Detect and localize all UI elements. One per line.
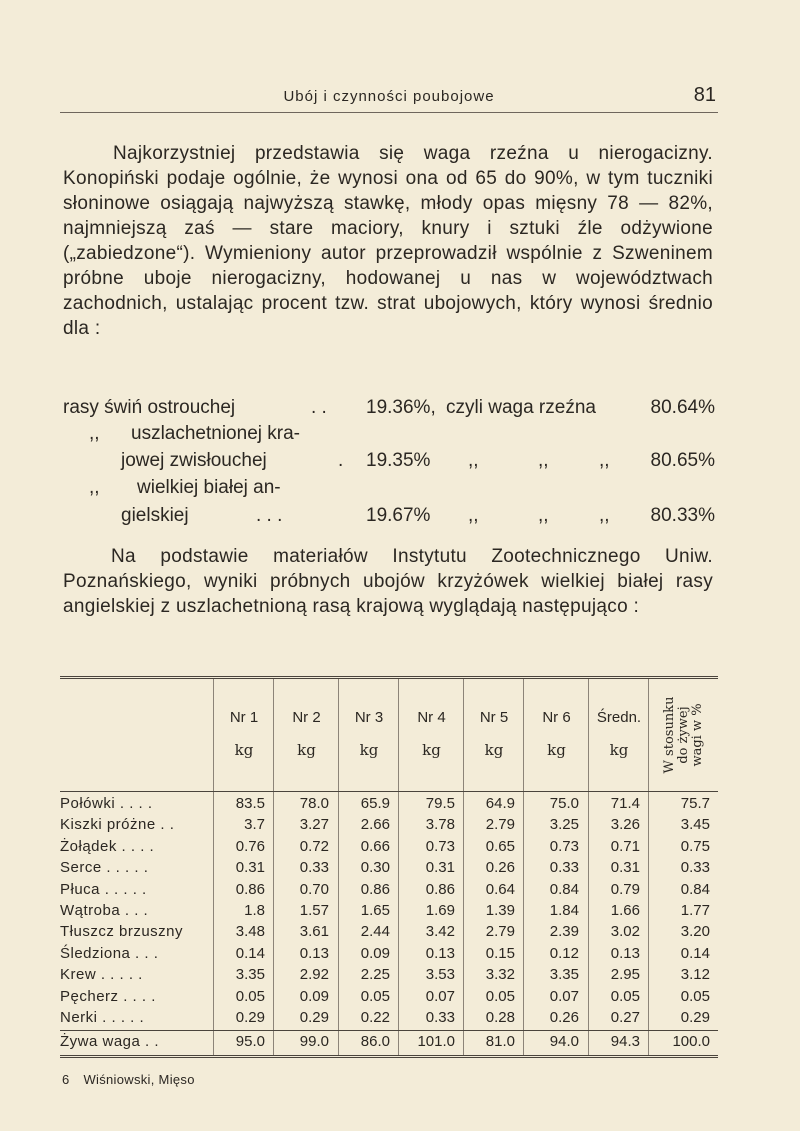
cell-nr6: 0.26 [549,1009,579,1026]
cell-nr1: 0.05 [235,987,265,1005]
column-rule [338,792,339,1030]
row-label: Kiszki próżne . . [60,816,175,834]
row-label: Połówki . . . . [60,795,153,812]
cell-nr1: 95.0 [235,1033,265,1050]
ditto-mark: ,, [468,450,479,471]
cell-percent: 0.14 [680,944,710,962]
cell-nr6: 1.84 [549,902,579,919]
cell-nr4: 0.13 [425,944,455,962]
cell-nr6: 2.39 [549,923,579,941]
cell-average: 71.4 [610,795,640,812]
cell-average: 2.95 [610,966,640,984]
column-rule [213,792,214,1030]
cell-nr5: 2.79 [485,923,515,941]
header-unit: kg [234,741,254,759]
ditto-mark: ,, [468,505,479,526]
cell-nr5: 0.15 [485,944,515,962]
cell-nr5: 2.79 [485,816,515,834]
rate-label: wielkiej białej an- [137,477,281,498]
header-unit: kg [359,741,379,759]
rate-line-angielska [63,505,715,530]
ditto-mark: ,, [599,450,610,471]
cell-average: 1.66 [610,902,640,919]
header-name: Nr 1 [229,709,259,726]
cell-nr2: 3.27 [299,816,329,834]
cell-average: 3.26 [610,816,640,834]
cell-nr2: 1.57 [299,902,329,919]
rate-text: czyli waga rzeźna [446,397,596,418]
column-rule [398,792,399,1030]
table-row [60,965,718,986]
cell-nr4: 0.31 [425,859,455,877]
cell-nr1: 1.8 [244,902,265,919]
rate-loss: 19.67% [366,505,431,526]
cell-nr1: 83.5 [235,795,265,812]
cell-nr2: 3.61 [299,923,329,941]
running-title: Ubój i czynności poubojowe [283,88,495,105]
cell-nr4: 3.53 [425,966,455,984]
cell-average: 0.31 [610,859,640,877]
cell-nr5: 64.9 [485,795,515,812]
table-row [60,880,718,901]
ditto-mark: ,, [538,450,549,471]
cell-percent: 3.12 [680,966,710,984]
cell-nr6: 0.84 [549,880,579,898]
cell-nr3: 0.66 [360,837,390,855]
cell-nr3: 0.05 [360,987,390,1005]
rate-line-zwislaucha [63,450,715,475]
cell-nr3: 65.9 [360,795,390,812]
table-row [60,1008,718,1029]
cell-nr4: 0.73 [425,837,455,855]
rate-value: 80.64% [650,397,715,418]
cell-nr4: 1.69 [425,902,455,919]
cell-nr5: 0.64 [485,880,515,898]
cell-nr3: 1.65 [360,902,390,919]
cell-nr4: 0.07 [425,987,455,1005]
table-body [60,792,718,1030]
table-row [60,922,718,943]
rate-dots: . . [311,397,327,418]
header-unit: kg [297,741,316,759]
cell-nr3: 0.22 [360,1009,390,1026]
cell-nr4: 3.42 [425,923,455,941]
cell-nr2: 0.09 [299,987,329,1005]
column-rule [588,792,589,1030]
header-unit: kg [547,741,566,759]
header-name: Średn. [596,709,642,726]
header-nr6 [523,679,589,791]
header-average [588,679,649,791]
cell-nr5: 81.0 [485,1033,515,1050]
table-total [60,1030,718,1058]
cell-percent: 0.29 [680,1009,710,1026]
column-rule [588,1031,589,1055]
table-header [60,676,718,792]
cell-nr1: 0.31 [235,859,265,877]
sheet-number: 6 [62,1072,70,1087]
row-label: Śledziona . . . [60,944,159,962]
cell-nr4: 0.33 [425,1009,455,1026]
signature-line [62,1072,205,1087]
header-name: Nr 4 [417,709,446,726]
paragraph-table-intro: Na podstawie materiałów Instytutu Zootechnicznego Uniw. Poznańskiego, wyniki próbnych ubojów krzyżówek wielkiej białej rasy angielskiej z uszlachetnioną rasą krajową wyglądają następująco : [63,546,713,617]
column-rule [338,1031,339,1055]
cell-nr5: 0.65 [485,837,515,855]
rate-label: jowej zwisłouchej [121,450,267,471]
cell-nr1: 0.29 [235,1009,265,1026]
cell-nr5: 0.26 [485,859,515,877]
page-number: 81 [693,84,716,106]
cell-nr6: 3.35 [549,966,579,984]
header-unit: kg [609,741,629,759]
cell-percent: 0.84 [680,880,710,898]
ditto-mark: ,, [89,477,100,498]
cell-nr3: 2.44 [360,923,390,941]
column-rule [463,1031,464,1055]
cell-nr1: 0.86 [235,880,265,898]
row-label: Wątroba . . . [60,902,149,919]
rate-loss: 19.35% [366,450,431,471]
table-row [60,901,718,922]
rate-line-ostroucha [63,397,715,422]
cell-average: 0.05 [610,987,640,1005]
header-percent-text [663,697,705,774]
table-row-total [60,1032,718,1053]
row-label: Żywa waga . . [60,1033,160,1050]
cell-nr2: 0.72 [299,837,329,855]
header-nr3 [338,679,399,791]
header-unit: kg [422,741,441,759]
row-label: Płuca . . . . . [60,880,147,898]
rate-value: 80.65% [650,450,715,471]
cell-nr2: 0.70 [299,880,329,898]
cell-nr3: 2.25 [360,966,390,984]
cell-average: 0.79 [610,880,640,898]
slaughter-results-table [60,676,718,1058]
cell-nr3: 2.66 [360,816,390,834]
ditto-mark: ,, [538,505,549,526]
header-label-column [60,679,213,791]
header-name: Nr 3 [354,709,384,726]
cell-average: 94.3 [610,1033,640,1050]
column-rule [523,792,524,1030]
column-rule [648,792,649,1030]
header-nr2 [273,679,339,791]
header-percent-line: wagi w % [690,703,705,767]
cell-nr6: 3.25 [549,816,579,834]
row-label: Krew . . . . . [60,966,143,984]
cell-nr2: 0.29 [299,1009,329,1026]
rate-dots: . . . [256,505,283,526]
cell-nr4: 79.5 [425,795,455,812]
table-row [60,858,718,879]
column-rule [648,1031,649,1055]
cell-nr3: 0.86 [360,880,390,898]
rate-label: gielskiej [121,505,189,526]
cell-nr5: 0.05 [485,987,515,1005]
cell-average: 3.02 [610,923,640,941]
cell-nr3: 0.09 [360,944,390,962]
cell-nr1: 3.35 [235,966,265,984]
cell-percent: 75.7 [680,795,710,812]
header-percent-line: W stosunku [662,696,677,774]
column-rule [273,1031,274,1055]
header-nr1 [213,679,274,791]
paragraph-intro: Najkorzystniej przedstawia się waga rzeźna u nierogacizny. Konopiński podaje ogólnie, że wynosi ona od 65 do 90%, w tym tuczniki słoninowe osiągają najwyższą stawkę, młody opas mięsny 78 — 82%, najmniejszą zaś — stare maciory, knury i sztuki źle odżywione („zabiedzone“). Wymieniony autor przeprowadził wspólnie z Szweninem próbne uboje nierogacizny, hodowanej u nas w województwach zachodnich, ustalając procent tzw. strat ubojowych, który wynosi średnio dla : [63,143,713,339]
cell-nr6: 0.12 [549,944,579,962]
cell-nr5: 3.32 [485,966,515,984]
column-rule [273,792,274,1030]
cell-nr6: 0.33 [549,859,579,877]
cell-nr2: 0.13 [299,944,329,962]
ditto-mark: ,, [89,423,100,444]
header-name: Nr 6 [542,709,571,726]
rate-dots: . [338,450,344,471]
column-rule [523,1031,524,1055]
header-nr4 [398,679,464,791]
cell-nr1: 3.7 [244,816,265,834]
row-label: Serce . . . . . [60,859,149,877]
row-label: Nerki . . . . . [60,1009,145,1026]
header-name: Nr 5 [479,709,509,726]
cell-percent: 1.77 [680,902,710,919]
cell-average: 0.27 [610,1009,640,1026]
cell-percent: 100.0 [672,1033,710,1050]
column-rule [398,1031,399,1055]
header-nr5 [463,679,524,791]
cell-nr3: 0.30 [360,859,390,877]
table-row [60,987,718,1008]
table-row [60,815,718,836]
header-percent-live-weight [648,679,719,791]
header-unit: kg [484,741,504,759]
cell-nr2: 78.0 [299,795,329,812]
cell-percent: 0.33 [680,859,710,877]
cell-nr2: 2.92 [299,966,329,984]
table-row [60,794,718,815]
cell-percent: 3.45 [680,816,710,834]
cell-nr4: 101.0 [417,1033,455,1050]
running-head [60,82,718,113]
table-row [60,944,718,965]
rate-label: rasy świń ostrouchej [63,397,236,418]
cell-nr1: 3.48 [235,923,265,941]
cell-nr6: 0.73 [549,837,579,855]
cell-nr4: 3.78 [425,816,455,834]
rate-line-uszlachetniona [63,423,715,448]
cell-average: 0.13 [610,944,640,962]
row-label: Żołądek . . . . [60,837,155,855]
rate-loss: 19.36%, [366,397,436,418]
cell-nr2: 0.33 [299,859,329,877]
cell-nr6: 75.0 [549,795,579,812]
cell-nr1: 0.14 [235,944,265,962]
cell-nr2: 99.0 [299,1033,329,1050]
row-label: Tłuszcz brzuszny [60,923,184,941]
column-rule [213,1031,214,1055]
cell-nr6: 94.0 [549,1033,579,1050]
column-rule [463,792,464,1030]
rate-label: uszlachetnionej kra- [131,423,300,444]
header-percent-line: do żywej [676,706,691,764]
cell-percent: 0.75 [680,837,710,855]
cell-nr5: 0.28 [485,1009,515,1026]
cell-average: 0.71 [610,837,640,855]
book-title: Wiśniowski, Mięso [83,1072,195,1087]
cell-nr6: 0.07 [549,987,579,1005]
cell-nr5: 1.39 [485,902,515,919]
ditto-mark: ,, [599,505,610,526]
cell-nr3: 86.0 [360,1033,390,1050]
row-label: Pęcherz . . . . [60,987,156,1005]
cell-percent: 0.05 [680,987,710,1005]
cell-nr4: 0.86 [425,880,455,898]
cell-nr1: 0.76 [235,837,265,855]
table-row [60,837,718,858]
rate-value: 80.33% [650,505,715,526]
header-name: Nr 2 [292,709,321,726]
cell-percent: 3.20 [680,923,710,941]
rate-line-wielka-biala [63,477,715,502]
